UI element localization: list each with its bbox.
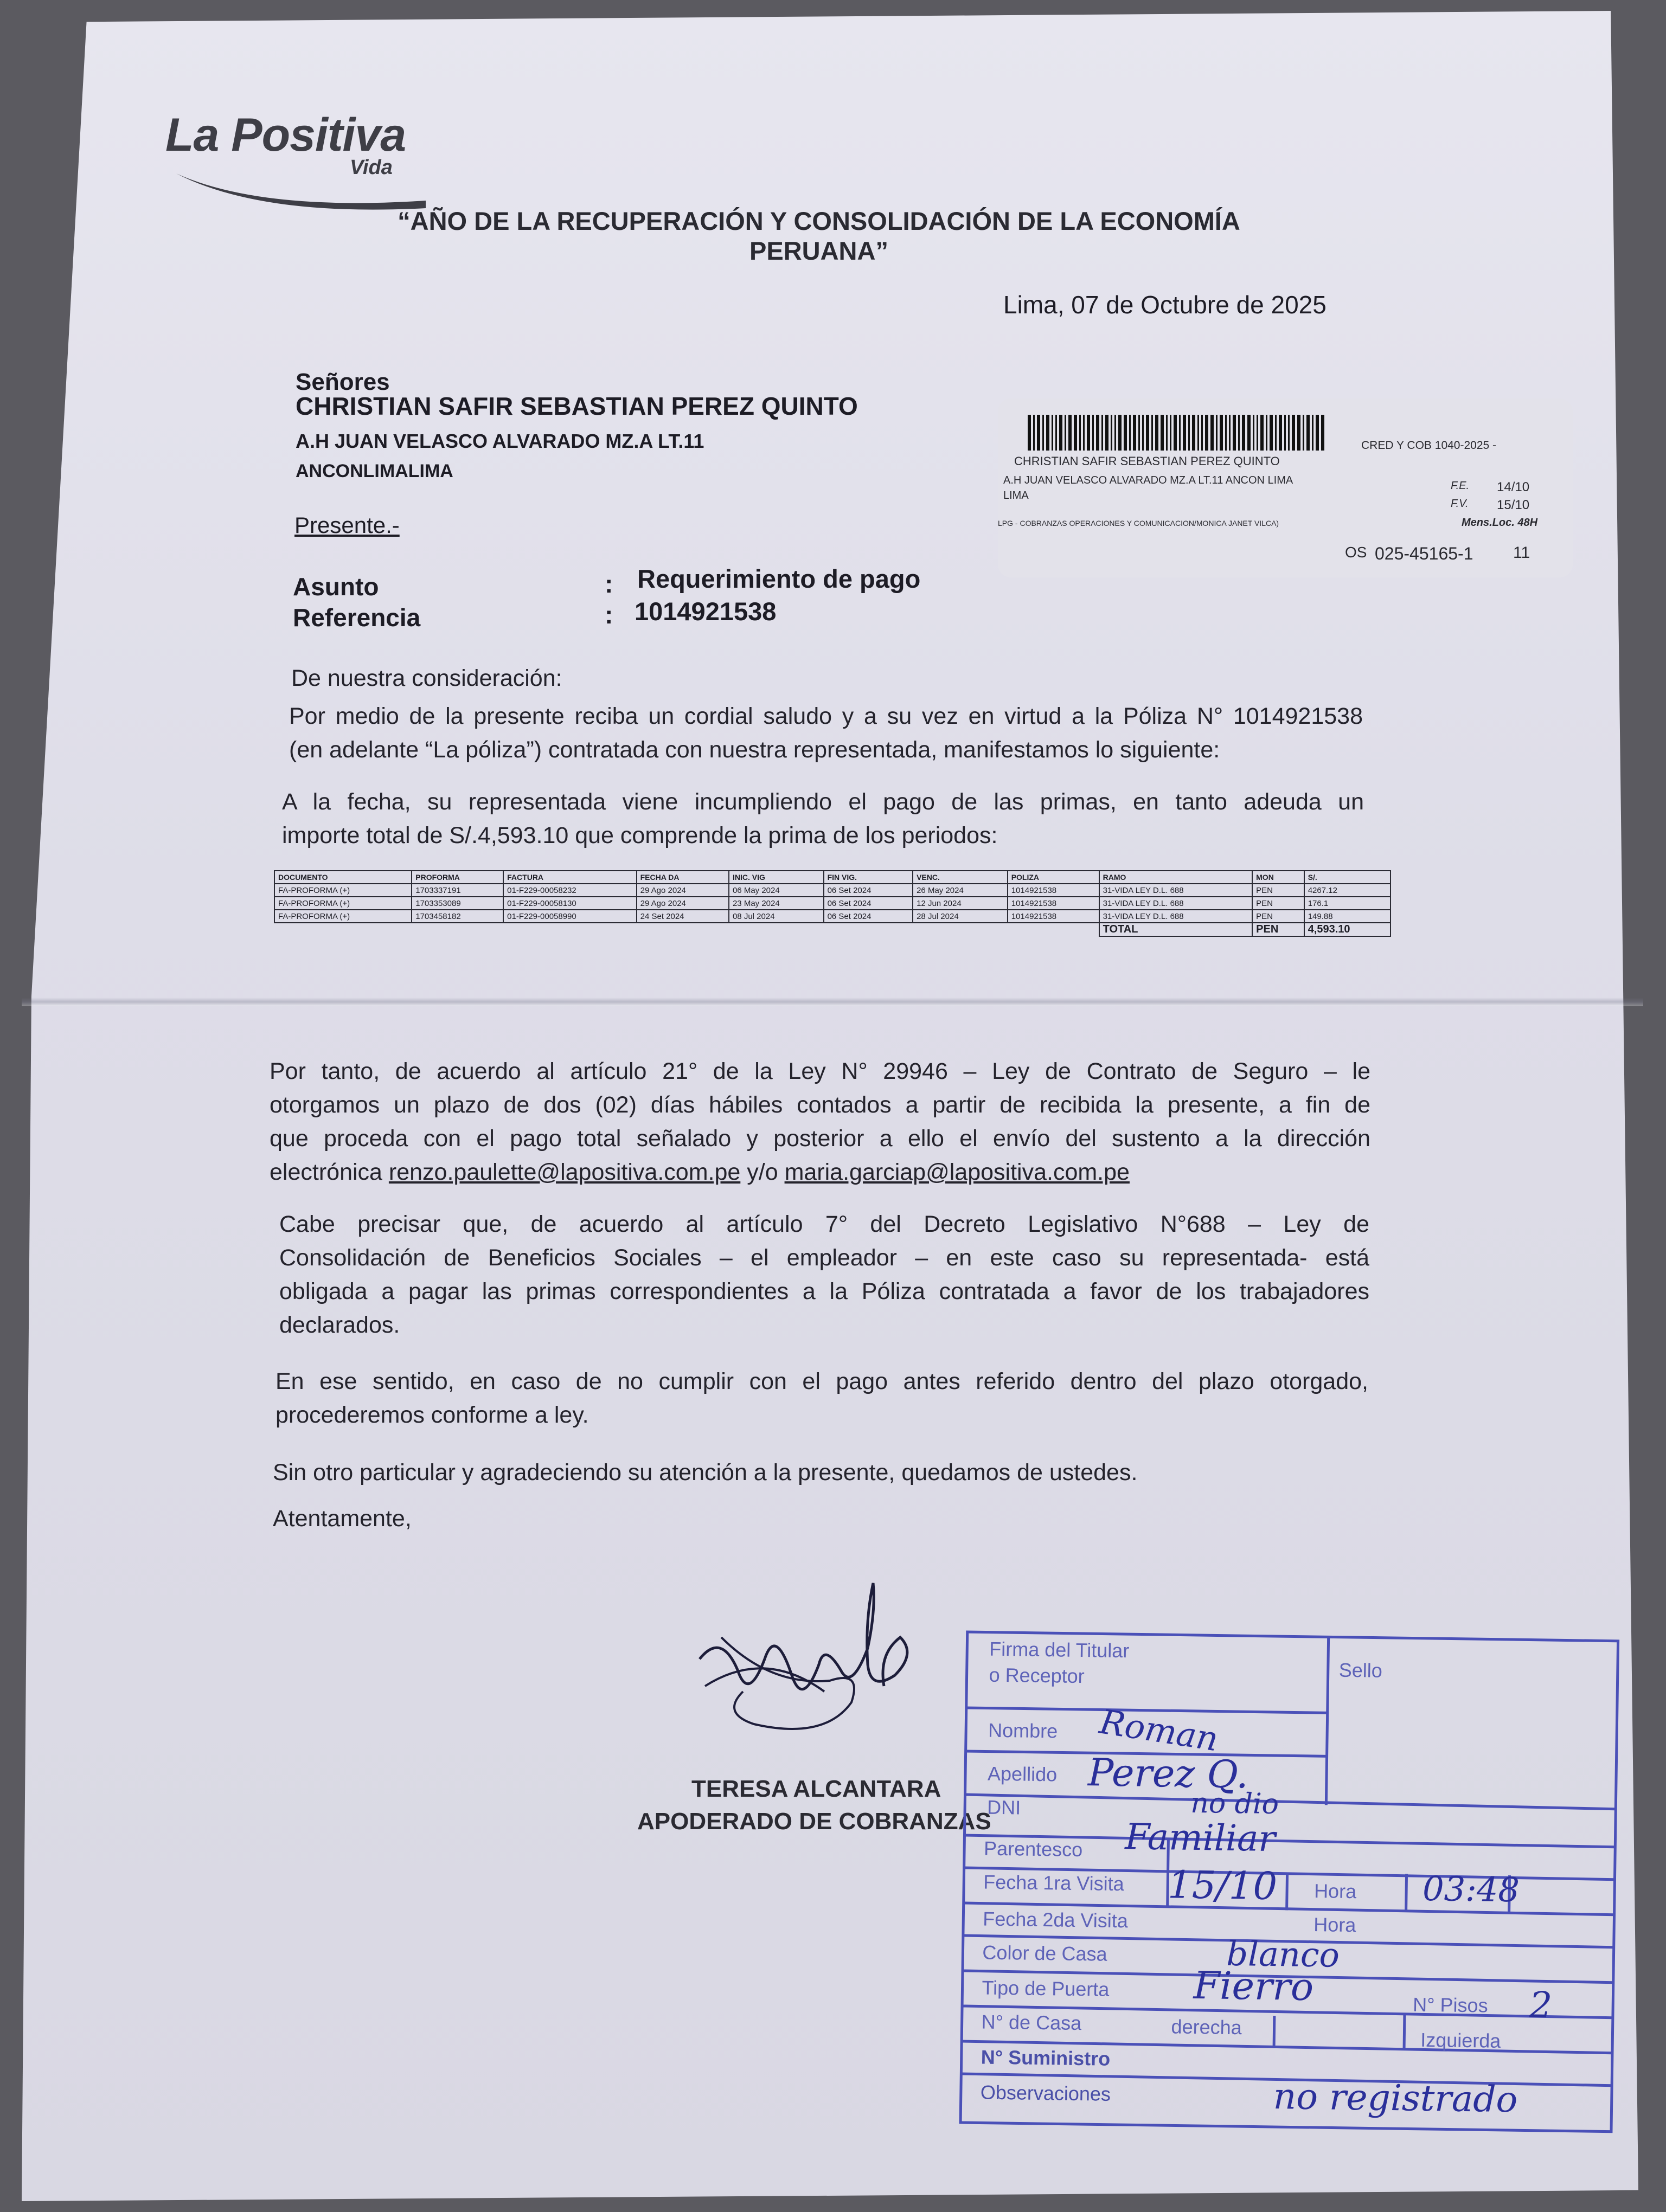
paragraph-5-line: En ese sentido, en caso de no cumplir con el pago antes referido dentro del plazo otorgado, (275, 1368, 1368, 1394)
label-os-n: 11 (1513, 544, 1530, 562)
hand-fecha-1: 15/10 (1167, 1862, 1278, 1909)
cell: 1703337191 (412, 884, 503, 897)
cell: FA-PROFORMA (+) (274, 897, 412, 910)
cell: 23 May 2024 (729, 897, 824, 910)
cell: FA-PROFORMA (+) (274, 884, 412, 897)
cell: 149.88 (1304, 910, 1391, 923)
letter-date: Lima, 07 de Octubre de 2025 (1003, 291, 1327, 319)
paragraph-5-line: procederemos conforme a ley. (275, 1402, 589, 1428)
col-poliza: POLIZA (1008, 871, 1099, 884)
motto (304, 206, 1334, 266)
total-label: TOTAL (1099, 923, 1253, 936)
stamp-izquierda: Izquierda (1420, 2028, 1501, 2052)
stamp-puerta: Tipo de Puerta (982, 1976, 1110, 2001)
signatory-title: APODERADO DE COBRANZAS (637, 1808, 991, 1835)
col-ramo: RAMO (1099, 871, 1253, 884)
label-fv-label: F.V. (1451, 498, 1469, 510)
asunto-label: Asunto (293, 573, 379, 601)
cell: 4267.12 (1304, 884, 1391, 897)
total-currency: PEN (1252, 923, 1304, 936)
col-fecha-da: FECHA DA (637, 871, 729, 884)
stamp-color: Color de Casa (982, 1941, 1107, 1965)
cell: 06 May 2024 (729, 884, 824, 897)
premium-table (274, 870, 1391, 937)
hand-hora: 03:48 (1422, 1868, 1520, 1910)
logo-name: La Positiva (165, 109, 406, 161)
paragraph-4-line: Consolidación de Beneficios Sociales – el empleador – en este caso su representada- está (279, 1245, 1369, 1271)
greeting: De nuestra consideración: (291, 665, 562, 691)
hand-dni: no dio (1190, 1786, 1279, 1821)
paragraph-3-line: Por tanto, de acuerdo al artículo 21° de la Ley N° 29946 – Ley de Contrato de Seguro – le (270, 1058, 1370, 1084)
stamp-hora-2: Hora (1313, 1913, 1356, 1937)
cell: 31-VIDA LEY D.L. 688 (1099, 897, 1253, 910)
closing: Atentamente, (273, 1506, 412, 1532)
email-link-maria[interactable]: maria.garciap@lapositiva.com.pe (784, 1159, 1130, 1185)
col-proforma: PROFORMA (412, 871, 503, 884)
paragraph-4-line: Cabe precisar que, de acuerdo al artículo 7° del Decreto Legislativo N°688 – Ley de (279, 1211, 1369, 1237)
col-soles: S/. (1304, 871, 1391, 884)
paragraph-6: Sin otro particular y agradeciendo su atención a la presente, quedamos de ustedes. (273, 1459, 1138, 1486)
label-os: 025-45165-1 (1375, 544, 1473, 563)
paragraph-2-line: A la fecha, su representada viene incumpliendo el pago de las primas, en tanto adeuda un (282, 789, 1364, 815)
referencia-label: Referencia (293, 603, 421, 632)
recipient-salutation: Señores (296, 369, 390, 395)
stamp-dni: DNI (986, 1796, 1021, 1819)
stamp-pisos: N° Pisos (1412, 1993, 1488, 2017)
table-row (274, 910, 1391, 923)
paragraph-2-line: importe total de S/.4,593.10 que comprende la prima de los periodos: (282, 822, 998, 848)
cell: 1014921538 (1008, 884, 1099, 897)
delivery-stamp (958, 1621, 1622, 2137)
cell: FA-PROFORMA (+) (274, 910, 412, 923)
cell: 1014921538 (1008, 910, 1099, 923)
label-fe: 14/10 (1497, 480, 1530, 494)
cell: 08 Jul 2024 (729, 910, 824, 923)
stamp-derecha: derecha (1171, 2015, 1242, 2039)
cell: 01-F229-00058990 (503, 910, 636, 923)
cell: 12 Jun 2024 (913, 897, 1008, 910)
stamp-parentesco: Parentesco (983, 1837, 1083, 1861)
label-name: CHRISTIAN SAFIR SEBASTIAN PEREZ QUINTO (1014, 454, 1280, 468)
label-address-2: LIMA (1003, 490, 1029, 501)
table-header-row (274, 871, 1391, 884)
stamp-fecha-1: Fecha 1ra Visita (983, 1870, 1125, 1895)
paragraph-1-line: (en adelante “La póliza”) contratada con nuestra representada, manifestamos lo siguiente: (289, 737, 1220, 763)
logo-sub: Vida (350, 156, 393, 179)
col-venc: VENC. (913, 871, 1008, 884)
logo-swoosh-icon (174, 163, 428, 211)
stamp-apellido: Apellido (987, 1762, 1058, 1786)
hand-apellido: Perez Q. (1087, 1750, 1249, 1797)
hand-color: blanco (1226, 1933, 1340, 1975)
cell: 31-VIDA LEY D.L. 688 (1099, 910, 1253, 923)
stamp-suministro: N° Suministro (981, 2046, 1111, 2070)
col-fin-vig: FIN VIG. (824, 871, 913, 884)
cell: 176.1 (1304, 897, 1391, 910)
cell: 1014921538 (1008, 897, 1099, 910)
stamp-firma: Firma del Titular (989, 1637, 1130, 1662)
hand-puerta: Fierro (1193, 1963, 1314, 2010)
company-logo (165, 108, 406, 179)
hand-parentesco: Familiar (1124, 1816, 1276, 1860)
total-amount: 4,593.10 (1304, 923, 1391, 936)
cell: 06 Set 2024 (824, 897, 913, 910)
cell: 01-F229-00058130 (503, 897, 636, 910)
stamp-sello: Sello (1338, 1658, 1383, 1682)
stamp-hora: Hora (1313, 1880, 1357, 1903)
asunto-colon: : (605, 570, 613, 598)
label-cred: CRED Y COB 1040-2025 - (1361, 439, 1497, 452)
paragraph-3-line: que proceda con el pago total señalado y posterior a ello el envío del sustento a la dirección (270, 1126, 1370, 1152)
cell: 31-VIDA LEY D.L. 688 (1099, 884, 1253, 897)
table-total-row (274, 923, 1391, 936)
table-row (274, 897, 1391, 910)
cell: 06 Set 2024 (824, 884, 913, 897)
paragraph-4-line: declarados. (279, 1312, 400, 1338)
cell: PEN (1252, 884, 1304, 897)
cell: 01-F229-00058232 (503, 884, 636, 897)
address-label (998, 398, 1573, 577)
paragraph-4 (279, 1207, 1369, 1342)
cell: 24 Set 2024 (637, 910, 729, 923)
cell: 28 Jul 2024 (913, 910, 1008, 923)
recipient-address-2: ANCONLIMALIMA (296, 461, 453, 481)
recipient-address-1: A.H JUAN VELASCO ALVARADO MZ.A LT.11 (296, 430, 704, 452)
col-inic-vig: INIC. VIG (729, 871, 824, 884)
cell: 26 May 2024 (913, 884, 1008, 897)
referencia-value: 1014921538 (635, 597, 777, 626)
stamp-observaciones: Observaciones (980, 2081, 1111, 2105)
email-prefix: electrónica (270, 1159, 389, 1185)
recipient-name: CHRISTIAN SAFIR SEBASTIAN PEREZ QUINTO (296, 392, 858, 420)
col-documento: DOCUMENTO (274, 871, 412, 884)
label-fe-label: F.E. (1451, 480, 1470, 492)
label-os-label: OS (1345, 544, 1367, 561)
hand-pisos: 2 (1529, 1984, 1553, 2027)
paragraph-3 (270, 1054, 1370, 1189)
email-link-renzo[interactable]: renzo.paulette@lapositiva.com.pe (388, 1159, 741, 1185)
stamp-nombre: Nombre (988, 1719, 1058, 1742)
cell: 29 Ago 2024 (637, 884, 729, 897)
cell: 1703458182 (412, 910, 503, 923)
table-row (274, 884, 1391, 897)
paragraph-5 (275, 1365, 1368, 1432)
referencia-colon: : (605, 601, 613, 629)
label-address: A.H JUAN VELASCO ALVARADO MZ.A LT.11 ANCON LIMA (1003, 474, 1293, 486)
hand-nombre: Roman (1097, 1701, 1221, 1759)
paragraph-2 (282, 785, 1364, 852)
hand-observaciones: no registrado (1273, 2075, 1518, 2121)
cell: 1703353089 (412, 897, 503, 910)
barcode-icon (1028, 415, 1326, 451)
paragraph-4-line: obligada a pagar las primas correspondientes a la Póliza contratada a favor de los trabajadores (279, 1278, 1369, 1304)
label-mens: Mens.Loc. 48H (1462, 517, 1538, 529)
signature-icon (689, 1561, 927, 1746)
col-factura: FACTURA (503, 871, 636, 884)
presente: Presente.- (294, 512, 400, 538)
col-mon: MON (1252, 871, 1304, 884)
cell: 29 Ago 2024 (637, 897, 729, 910)
cell: PEN (1252, 897, 1304, 910)
signatory-name: TERESA ALCANTARA (691, 1776, 941, 1802)
paragraph-3-line: otorgamos un plazo de dos (02) días hábiles contados a partir de recibida la presente, a fin de (270, 1092, 1370, 1118)
paragraph-1 (289, 699, 1363, 767)
label-dept: LPG - COBRANZAS OPERACIONES Y COMUNICACION/MONICA JANET VILCA) (998, 519, 1279, 528)
motto-line-1: “AÑO DE LA RECUPERACIÓN Y CONSOLIDACIÓN DE LA ECONOMÍA (398, 207, 1240, 235)
motto-line-2: PERUANA” (749, 236, 888, 265)
stamp-fecha-2: Fecha 2da Visita (983, 1907, 1129, 1932)
email-separator: y/o (740, 1159, 785, 1185)
paragraph-1-line: Por medio de la presente reciba un cordial saludo y a su vez en virtud a la Póliza N° 1014921538 (289, 703, 1363, 729)
cell: 06 Set 2024 (824, 910, 913, 923)
stamp-casa: N° de Casa (981, 2010, 1082, 2035)
asunto-value: Requerimiento de pago (637, 564, 921, 593)
paragraph-3-last-line (270, 1155, 1370, 1189)
cell: PEN (1252, 910, 1304, 923)
label-fv: 15/10 (1497, 498, 1530, 512)
stamp-receptor: o Receptor (989, 1663, 1085, 1688)
premium-table-grid (274, 870, 1391, 937)
paper-fold (22, 998, 1643, 1006)
